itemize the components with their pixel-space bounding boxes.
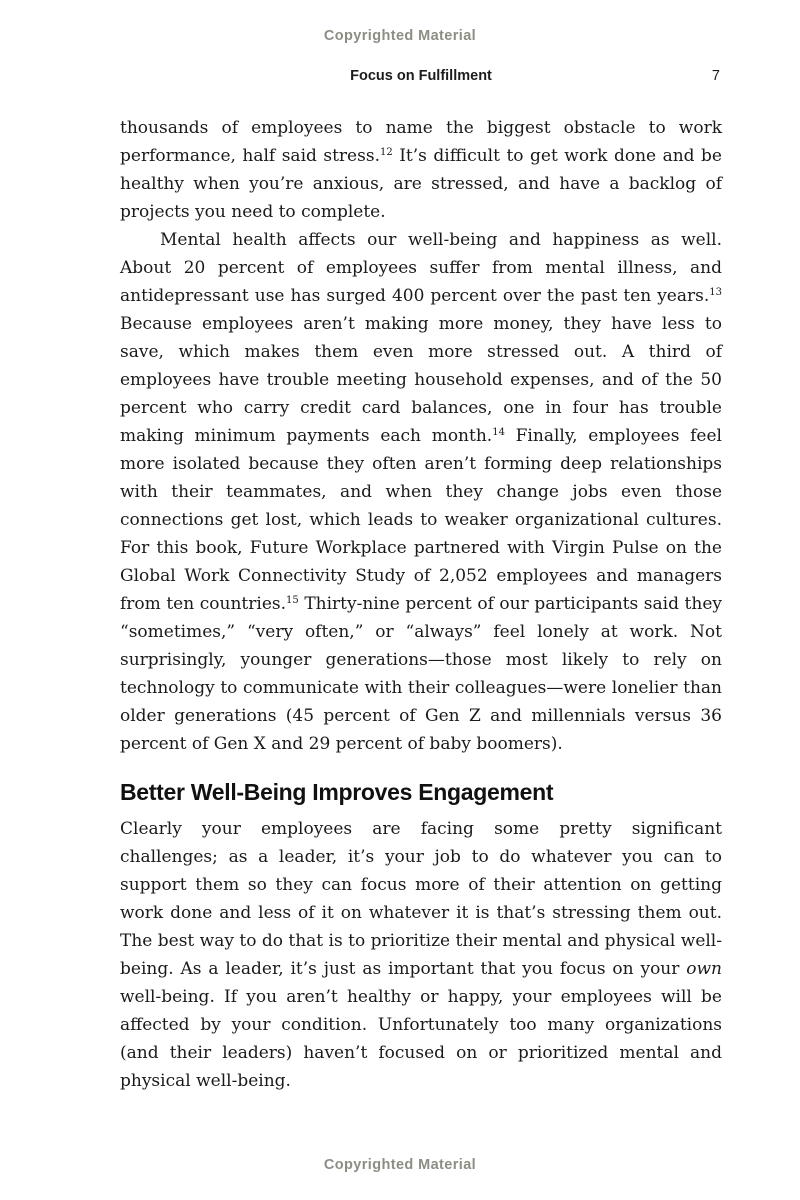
chapter-title: Focus on Fulfillment <box>350 68 492 84</box>
page-number: 7 <box>711 68 720 84</box>
section-heading: Better Well-Being Improves Engagement <box>120 779 554 805</box>
running-header <box>120 68 722 88</box>
copyright-notice-bottom: Copyrighted Material <box>323 1157 477 1173</box>
paragraph: Clearly your employees are facing some pretty significant challenges; as a leader, it’s your job to do whatever you can to support them so they can focus more of their attention on getting work done and less of it on whatever it is that’s stressing them out. The best way to do that is to prioritize their mental and physical well-being. As a leader, it’s just as important that you focus on your own well-being. If you aren’t healthy or happy, your employees will be affected by your condition. Unfortunately too many organizations (and their leaders) haven’t focused on or prioritized mental and physical well-being. <box>120 819 722 1091</box>
paragraph: Mental health affects our well-being and happiness as well. About 20 percent of employees suffer from mental illness, and antidepressant use has surged 400 percent over the past ten years.$^{13}$ Because employees aren’t making more money, they have less to save, which makes them even more stressed out. A third of employees have trouble meeting household expenses, and of the 50 percent who carry credit card balances, one in four has trouble making minimum payments each month.$^{14}$ Finally, employees feel more isolated because they often aren’t forming deep relationships with their teammates, and when they change jobs even those connections get lost, which leads to weaker organizational cultures. For this book, Future Workplace partnered with Virgin Pulse on the Global Work Connectivity Study of 2,052 employees and managers from ten countries.$^{15}$ Thirty-nine percent of our participants said they “sometimes,” “very often,” or “always” feel lonely at work. Not surprisingly, younger generations—those most likely to rely on technology to communicate with their colleagues—were lonelier than older generations (45 percent of Gen Z and millennials versus 36 percent of Gen X and 29 percent of baby boomers). <box>120 230 722 754</box>
paragraph: thousands of employees to name the biggest obstacle to work performance, half said stress.$^{12}$ It’s difficult to get work done and be healthy when you’re anxious, are stressed, and have a backlog of projects you need to complete. <box>120 118 722 222</box>
copyright-notice-top: Copyrighted Material <box>323 28 477 44</box>
body-text <box>120 114 722 1095</box>
